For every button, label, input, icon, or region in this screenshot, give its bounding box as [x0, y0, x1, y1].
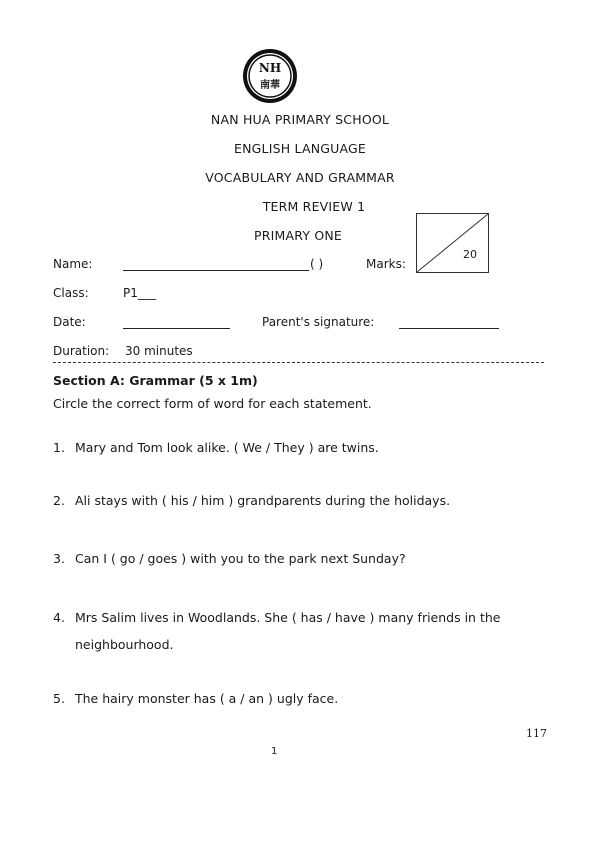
question-5 — [53, 691, 338, 706]
section-divider — [53, 362, 544, 363]
school-name: NAN HUA PRIMARY SCHOOL — [210, 112, 390, 127]
level-title: PRIMARY ONE — [253, 228, 343, 243]
subject-title: ENGLISH LANGUAGE — [234, 141, 366, 156]
name-label: Name: — [53, 257, 93, 271]
corner-mark: 117 — [526, 727, 547, 740]
marks-diagonal — [417, 214, 488, 272]
date-label: Date: — [53, 315, 86, 329]
section-title: Section A: Grammar (5 x 1m) — [53, 373, 258, 388]
page-number: 1 — [271, 746, 278, 757]
question-number: 1. — [53, 440, 65, 455]
school-logo — [241, 47, 299, 105]
question-number: 4. — [53, 610, 65, 625]
date-field[interactable] — [123, 328, 230, 329]
class-field[interactable]: P1___ — [123, 286, 156, 300]
term-title: TERM REVIEW 1 — [262, 199, 366, 214]
question-3 — [53, 551, 406, 566]
logo-chinese-text: 南華 — [260, 80, 280, 91]
question-4 — [53, 610, 500, 625]
section-instruction: Circle the correct form of word for each statement. — [53, 396, 372, 411]
parent-signature-label: Parent's signature: — [262, 315, 375, 329]
question-text[interactable]: Mrs Salim lives in Woodlands. She ( has / have ) many friends in the — [75, 610, 501, 625]
question-text[interactable]: The hairy monster has ( a / an ) ugly face. — [75, 691, 339, 706]
question-text[interactable]: Ali stays with ( his / him ) grandparents during the holidays. — [75, 493, 451, 508]
marks-total: 20 — [463, 248, 477, 261]
marks-box — [416, 213, 489, 273]
question-text[interactable]: Mary and Tom look alike. ( We / They ) are twins. — [75, 440, 379, 455]
question-1 — [53, 440, 379, 455]
duration-value: 30 minutes — [125, 344, 193, 358]
question-4-continuation: neighbourhood. — [75, 637, 174, 652]
question-2 — [53, 493, 450, 508]
marks-label: Marks: — [366, 257, 406, 271]
question-number: 3. — [53, 551, 65, 566]
question-number: 5. — [53, 691, 65, 706]
index-number-field[interactable]: ( ) — [310, 257, 324, 271]
name-field[interactable] — [123, 270, 309, 271]
question-number: 2. — [53, 493, 65, 508]
parent-signature-field[interactable] — [399, 328, 499, 329]
duration-label: Duration: — [53, 344, 110, 358]
question-text[interactable]: Can I ( go / goes ) with you to the park next Sunday? — [75, 551, 406, 566]
logo-monogram: NH — [258, 61, 282, 75]
paper-title: VOCABULARY AND GRAMMAR — [205, 170, 395, 185]
class-label: Class: — [53, 286, 89, 300]
